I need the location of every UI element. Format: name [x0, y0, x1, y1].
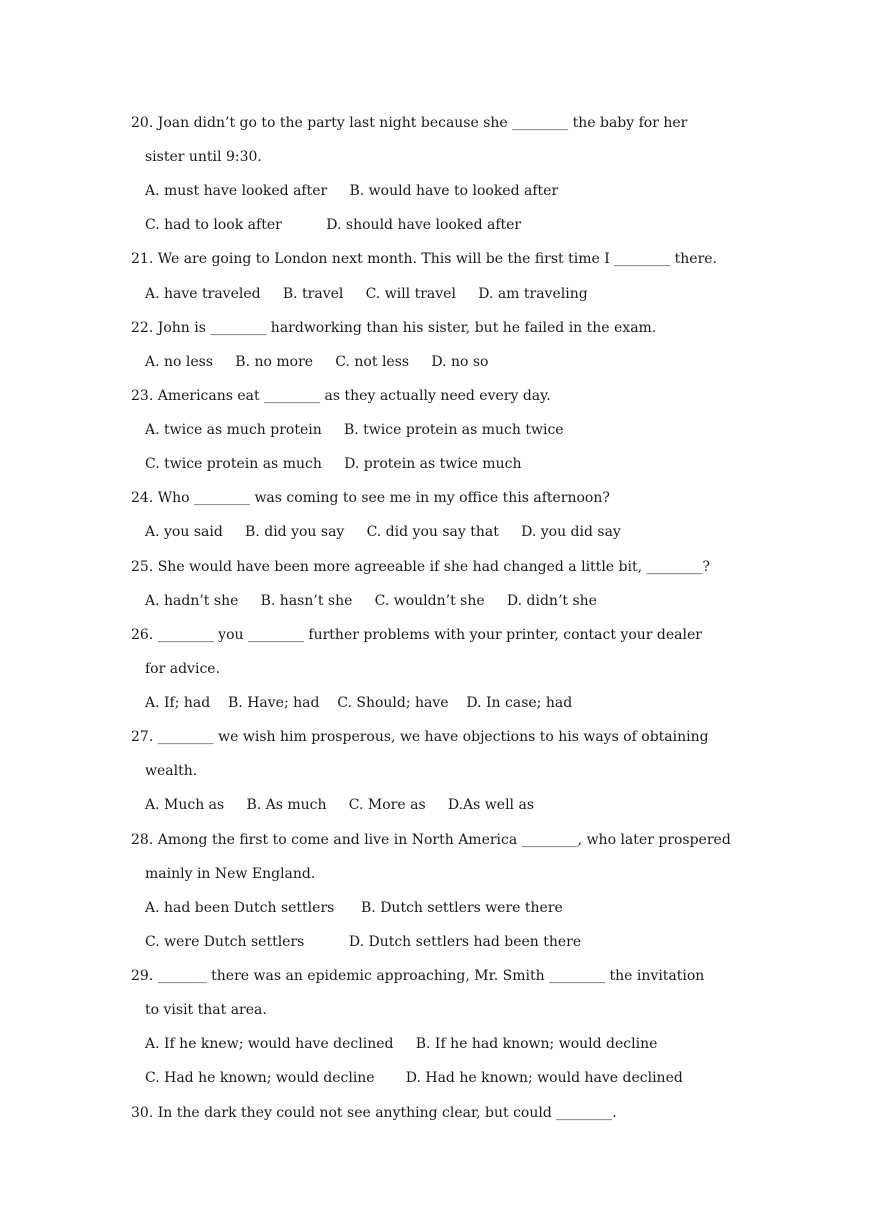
question-21-options-row-1: A. have traveled B. travel C. will travel D. am traveling: [145, 286, 588, 302]
question-30-stem: 30. In the dark they could not see anything clear, but could ________.: [131, 1105, 617, 1121]
question-20-options-row-2: C. had to look after D. should have looked after: [145, 217, 522, 233]
question-26-options-row-1: A. If; had B. Have; had C. Should; have D. In case; had: [145, 695, 573, 711]
question-23-options-row-2: C. twice protein as much D. protein as twice much: [145, 456, 522, 472]
question-29-options-row-1: A. If he knew; would have declined B. If he had known; would decline: [145, 1036, 658, 1052]
question-22-options-row-1: A. no less B. no more C. not less D. no so: [145, 354, 489, 370]
question-22-stem: 22. John is ________ hardworking than his sister, but he failed in the exam.: [131, 320, 657, 336]
question-20-stem: 20. Joan didn’t go to the party last night because she ________ the baby for her: [131, 115, 688, 131]
question-25-options-row-1: A. hadn’t she B. hasn’t she C. wouldn’t she D. didn’t she: [145, 593, 597, 609]
question-28-options-row-1: A. had been Dutch settlers B. Dutch settlers were there: [145, 900, 563, 916]
question-29-stem-continued: to visit that area.: [145, 1002, 267, 1018]
question-28-stem-continued: mainly in New England.: [145, 866, 316, 882]
question-29-stem: 29. _______ there was an epidemic approaching, Mr. Smith ________ the invitation: [131, 968, 705, 984]
question-26-stem-continued: for advice.: [145, 661, 221, 677]
question-28-options-row-2: C. were Dutch settlers D. Dutch settlers had been there: [145, 934, 582, 950]
question-20-options-row-1: A. must have looked after B. would have to looked after: [145, 183, 559, 199]
question-28-stem: 28. Among the first to come and live in North America ________, who later prospered: [131, 832, 731, 848]
question-27-options-row-1: A. Much as B. As much C. More as D.As well as: [145, 797, 534, 813]
question-27-stem: 27. ________ we wish him prosperous, we have objections to his ways of obtaining: [131, 729, 709, 745]
question-27-stem-continued: wealth.: [145, 763, 198, 779]
question-26-stem: 26. ________ you ________ further problems with your printer, contact your dealer: [131, 627, 702, 643]
question-24-stem: 24. Who ________ was coming to see me in my office this afternoon?: [131, 490, 610, 506]
question-20-stem-continued: sister until 9:30.: [145, 149, 262, 165]
question-25-stem: 25. She would have been more agreeable if she had changed a little bit, ________?: [131, 559, 710, 575]
question-29-options-row-2: C. Had he known; would decline D. Had he known; would have declined: [145, 1070, 683, 1086]
question-23-options-row-1: A. twice as much protein B. twice protein as much twice: [145, 422, 564, 438]
question-23-stem: 23. Americans eat ________ as they actually need every day.: [131, 388, 551, 404]
question-21-stem: 21. We are going to London next month. This will be the first time I ________ there.: [131, 251, 718, 267]
question-24-options-row-1: A. you said B. did you say C. did you say that D. you did say: [145, 524, 621, 540]
